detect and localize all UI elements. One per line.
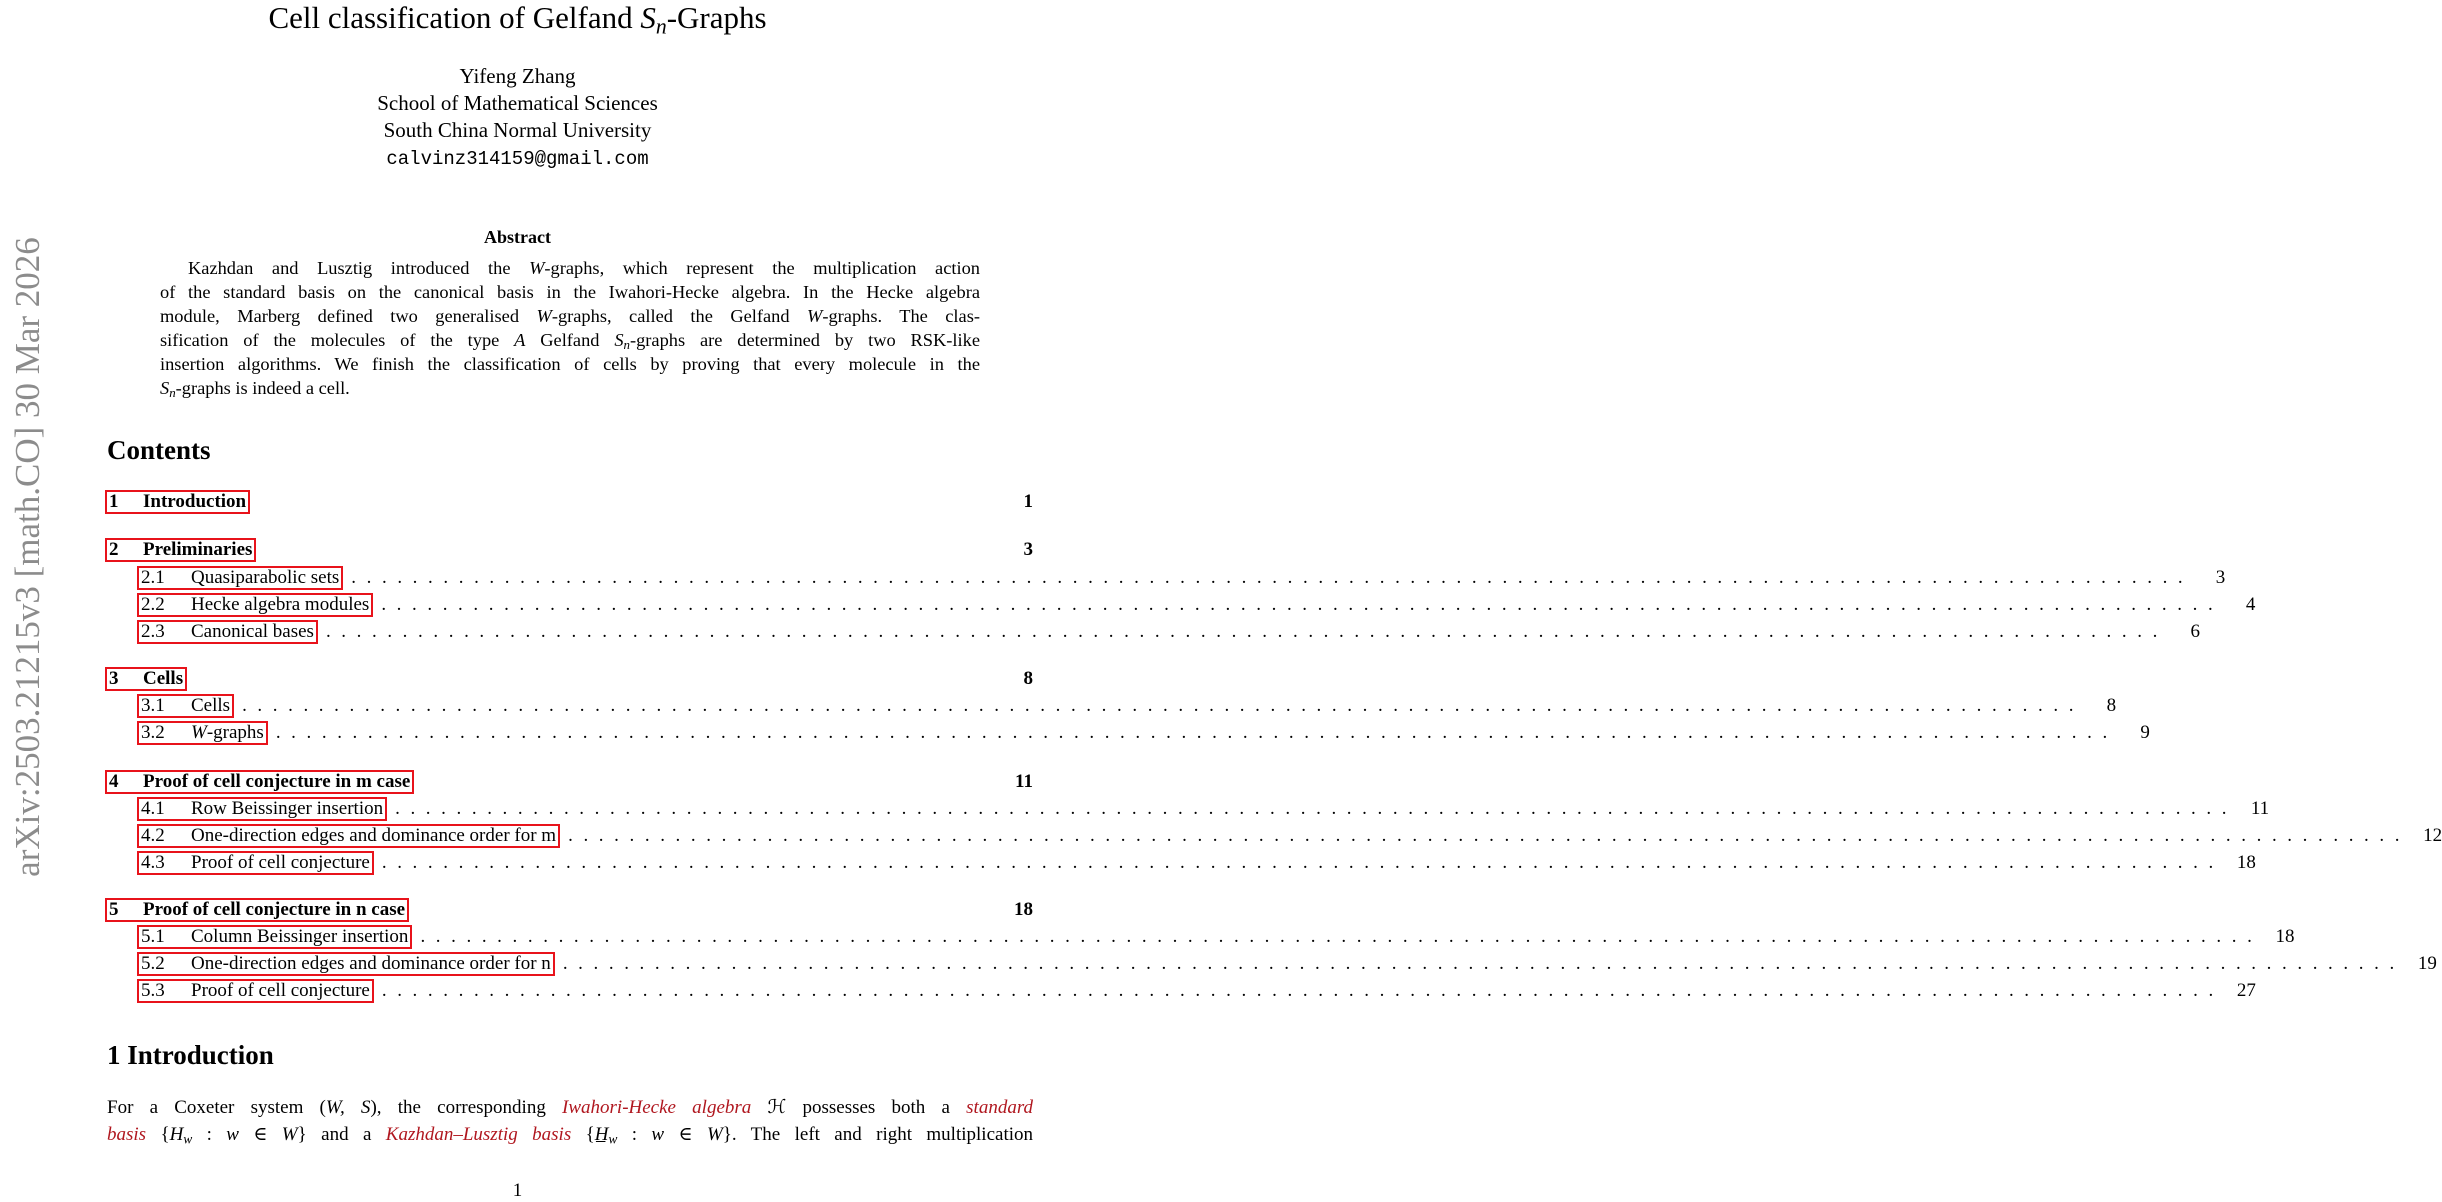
page-ref: 18 bbox=[2275, 926, 2295, 947]
text-segment: -Graphs bbox=[666, 0, 767, 35]
hyperlink[interactable]: Kazhdan–Lusztig basis bbox=[385, 1124, 572, 1145]
page-ref: 18 bbox=[1014, 899, 1033, 920]
toc-link[interactable] bbox=[137, 797, 387, 821]
arxiv-sidebar-stamp: arXiv:2503.21215v3 [math.CO] 30 Mar 2026 bbox=[8, 237, 47, 877]
toc-entry bbox=[137, 924, 2295, 950]
page-ref: 9 bbox=[2140, 722, 2150, 743]
page-ref: 6 bbox=[2190, 621, 2200, 642]
page-ref: 8 bbox=[2106, 695, 2117, 716]
toc-entry bbox=[137, 823, 2442, 849]
abstract-line bbox=[160, 377, 980, 404]
paragraph-line bbox=[107, 1123, 1033, 1151]
section-number: 5.1 bbox=[141, 926, 165, 947]
abstract-heading: Abstract bbox=[484, 227, 551, 247]
dot-leader: ........................................................................................................................ bbox=[351, 567, 2194, 588]
author-email[interactable]: calvinz314159@gmail.com bbox=[386, 148, 649, 170]
toc-entry bbox=[105, 537, 1033, 563]
toc-entry bbox=[105, 666, 1033, 692]
dot-leader: ........................................................................................................................ bbox=[275, 722, 2118, 743]
page-ref: 12 bbox=[2423, 825, 2442, 846]
paper-title bbox=[0, 0, 1035, 39]
toc-link[interactable] bbox=[137, 721, 268, 745]
page-ref: 18 bbox=[2236, 852, 2256, 873]
section-number: 2.2 bbox=[141, 594, 165, 615]
toc-link[interactable] bbox=[137, 979, 374, 1003]
hyperlink[interactable]: Iwahori-Hecke algebra bbox=[562, 1097, 752, 1118]
text-segment: -graphs. The clas- bbox=[822, 306, 980, 326]
page-ref: 8 bbox=[1023, 668, 1033, 689]
text-segment: S bbox=[614, 330, 624, 350]
page-ref: 3 bbox=[1023, 539, 1033, 560]
section-title: Cells bbox=[191, 695, 231, 716]
text-segment: : bbox=[192, 1124, 227, 1145]
text-segment: S bbox=[160, 378, 170, 398]
toc-link[interactable] bbox=[137, 694, 234, 718]
author-school: School of Mathematical Sciences bbox=[377, 91, 658, 115]
text-segment: W bbox=[529, 258, 545, 278]
dot-leader: ........................................................................................................................ bbox=[381, 980, 2224, 1001]
text-segment: H̲ bbox=[594, 1124, 609, 1145]
text-segment: { bbox=[146, 1124, 170, 1145]
page-number: 1 bbox=[512, 1180, 523, 1201]
paragraph-line bbox=[107, 1096, 1033, 1120]
text-segment: w bbox=[183, 1131, 193, 1147]
section-title: Preliminaries bbox=[143, 539, 253, 560]
toc-entry bbox=[137, 592, 2256, 618]
text-segment: H bbox=[169, 1124, 184, 1145]
text-segment: Kazhdan and Lusztig introduced the bbox=[188, 258, 530, 278]
text-segment: ℋ possesses both a bbox=[751, 1097, 967, 1118]
toc-entry bbox=[137, 565, 2226, 591]
text-segment: ∈ bbox=[238, 1124, 282, 1145]
section-title: One-direction edges and dominance order for m bbox=[191, 825, 557, 846]
toc-link[interactable] bbox=[137, 593, 373, 617]
text-segment: A bbox=[514, 330, 526, 350]
text-segment: ∈ bbox=[664, 1124, 707, 1145]
text-segment: sification of the molecules of the type bbox=[160, 330, 515, 350]
text-segment: W, S bbox=[325, 1097, 371, 1118]
toc-entry bbox=[137, 951, 2437, 977]
text-segment: n bbox=[623, 338, 630, 353]
toc-link[interactable] bbox=[105, 770, 414, 794]
toc-link[interactable] bbox=[137, 566, 343, 590]
section-title: Quasiparabolic sets bbox=[191, 567, 340, 588]
section-number: 4 bbox=[109, 771, 119, 792]
text-segment: w bbox=[651, 1124, 665, 1145]
toc-entry bbox=[137, 978, 2256, 1004]
section-title: Cells bbox=[143, 668, 184, 689]
toc-link[interactable] bbox=[137, 925, 412, 949]
text-segment: insertion algorithms. We finish the classification of cells by proving that every molecule in the bbox=[160, 354, 980, 374]
section-number: 3 bbox=[109, 668, 119, 689]
section-number: 5.2 bbox=[141, 953, 165, 974]
text-segment: -graphs, called the Gelfand bbox=[551, 306, 808, 326]
toc-entry bbox=[137, 850, 2256, 876]
toc-link[interactable] bbox=[137, 620, 318, 644]
abstract-line bbox=[160, 353, 980, 375]
text-segment: w bbox=[608, 1131, 618, 1147]
text-segment: For a Coxeter system ( bbox=[107, 1097, 326, 1118]
contents-heading: Contents bbox=[107, 435, 211, 465]
toc-entry bbox=[137, 720, 2150, 746]
introduction-heading: 1 Introduction bbox=[107, 1040, 274, 1070]
section-number: 3.2 bbox=[141, 722, 165, 743]
page-ref: 19 bbox=[2417, 953, 2437, 974]
text-segment: n bbox=[655, 14, 667, 39]
dot-leader: ........................................................................................................................ bbox=[568, 825, 2411, 846]
text-segment: W bbox=[807, 306, 823, 326]
section-title: W-graphs bbox=[191, 722, 264, 743]
text-segment: Gelfand bbox=[525, 330, 615, 350]
abstract-line bbox=[160, 281, 980, 303]
section-number: 4.2 bbox=[141, 825, 165, 846]
text-segment: W bbox=[536, 306, 552, 326]
dot-leader: ........................................................................................................................ bbox=[325, 621, 2168, 642]
section-title: One-direction edges and dominance order for n bbox=[191, 953, 551, 974]
section-title: Proof of cell conjecture in m case bbox=[143, 771, 411, 792]
text-segment: }. The left and right multiplication bbox=[722, 1124, 1033, 1145]
text-segment: -graphs are determined by two RSK-like bbox=[629, 330, 980, 350]
page-ref: 3 bbox=[2215, 567, 2226, 588]
section-title: Hecke algebra modules bbox=[191, 594, 370, 615]
section-number: 2.3 bbox=[141, 621, 165, 642]
dot-leader: ........................................................................................................................ bbox=[242, 695, 2085, 716]
dot-leader: ........................................................................................................................ bbox=[420, 926, 2263, 947]
toc-link[interactable] bbox=[105, 898, 409, 922]
section-title: Proof of cell conjecture bbox=[191, 852, 370, 873]
text-segment: : bbox=[617, 1124, 652, 1145]
toc-entry bbox=[137, 693, 2117, 719]
hyperlink[interactable]: standard bbox=[966, 1097, 1034, 1118]
section-number: 5 bbox=[109, 899, 119, 920]
author-name: Yifeng Zhang bbox=[459, 64, 576, 88]
text-segment: n bbox=[169, 386, 176, 401]
text-segment: ), the corresponding bbox=[370, 1097, 563, 1118]
hyperlink[interactable]: basis bbox=[107, 1124, 147, 1145]
section-number: 2.1 bbox=[141, 567, 165, 588]
section-number: 1 bbox=[109, 491, 119, 512]
page-ref: 1 bbox=[1023, 491, 1033, 512]
dot-leader: ........................................................................................................................ bbox=[381, 594, 2224, 615]
page-ref: 4 bbox=[2245, 594, 2256, 615]
section-title: Row Beissinger insertion bbox=[191, 798, 384, 819]
text-segment: module, Marberg defined two generalised bbox=[160, 306, 537, 326]
dot-leader: ........................................................................................................................ bbox=[395, 798, 2238, 819]
text-segment: { bbox=[571, 1124, 595, 1145]
toc-entry bbox=[105, 769, 1033, 795]
section-number: 3.1 bbox=[141, 695, 165, 716]
page-ref: 11 bbox=[1015, 771, 1033, 792]
section-number: 4.1 bbox=[141, 798, 165, 819]
toc-link[interactable] bbox=[137, 824, 560, 848]
toc-entry bbox=[105, 897, 1033, 923]
abstract-line bbox=[160, 305, 980, 327]
toc-entry bbox=[105, 489, 1033, 515]
section-title: Canonical bases bbox=[191, 621, 314, 642]
section-title: Proof of cell conjecture bbox=[191, 980, 370, 1001]
abstract-line bbox=[160, 257, 980, 279]
dot-leader: ........................................................................................................................ bbox=[562, 953, 2405, 974]
toc-entry bbox=[137, 619, 2200, 645]
toc-link[interactable] bbox=[105, 538, 256, 562]
toc-link[interactable] bbox=[137, 952, 555, 976]
author-university: South China Normal University bbox=[383, 118, 652, 142]
section-title: Introduction bbox=[143, 491, 247, 512]
section-title: Column Beissinger insertion bbox=[191, 926, 409, 947]
section-title: Proof of cell conjecture in n case bbox=[143, 899, 406, 920]
toc-entry bbox=[137, 796, 2270, 822]
text-segment: S bbox=[640, 0, 656, 35]
section-number: 4.3 bbox=[141, 852, 165, 873]
text-segment: } and a bbox=[297, 1124, 386, 1145]
page-ref: 27 bbox=[2236, 980, 2256, 1001]
toc-link[interactable] bbox=[105, 667, 187, 691]
toc-link[interactable] bbox=[105, 490, 250, 514]
text-segment: -graphs, which represent the multiplication action bbox=[544, 258, 980, 278]
dot-leader: ........................................................................................................................ bbox=[381, 852, 2224, 873]
text-segment: W bbox=[706, 1124, 723, 1145]
section-number: 2 bbox=[109, 539, 119, 560]
toc-link[interactable] bbox=[137, 851, 374, 875]
text-segment: W bbox=[281, 1124, 298, 1145]
text-segment: Cell classification of Gelfand bbox=[268, 0, 641, 35]
text-segment: w bbox=[226, 1124, 239, 1145]
section-number: 5.3 bbox=[141, 980, 165, 1001]
text-segment: -graphs is indeed a cell. bbox=[175, 378, 350, 398]
text-segment: of the standard basis on the canonical basis in the Iwahori-Hecke algebra. In the Hecke algebra bbox=[160, 282, 980, 302]
page-ref: 11 bbox=[2250, 798, 2270, 819]
